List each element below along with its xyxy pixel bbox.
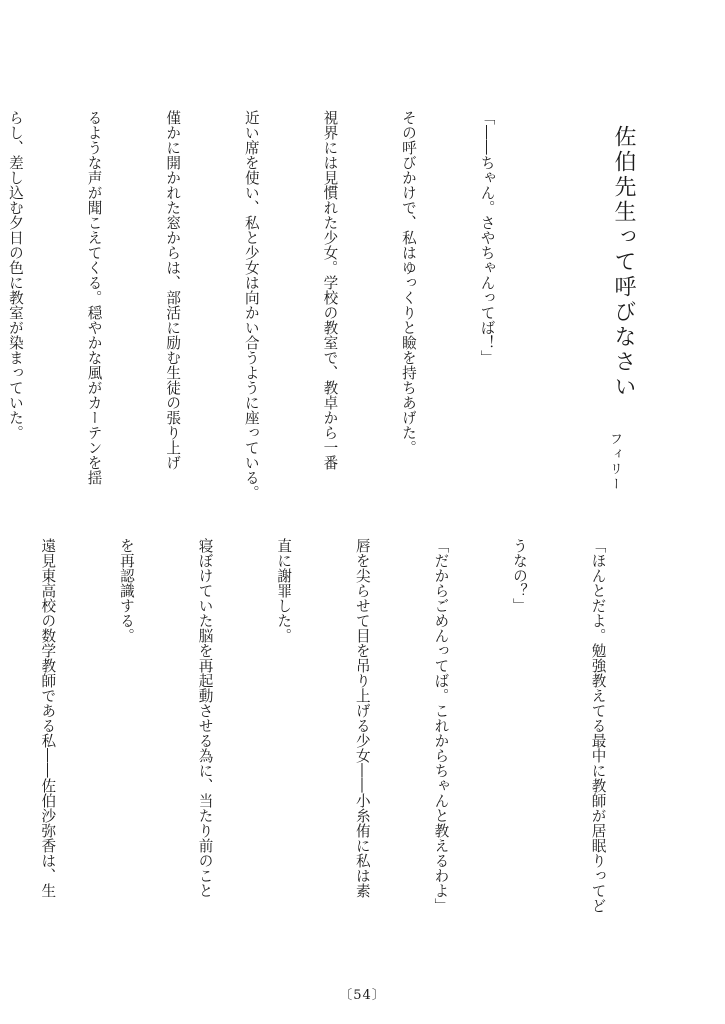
text-line: 「ほんとだよ。勉強教えてる最中に教師が居眠りってど <box>589 538 607 913</box>
text-line: 寝ぼけていた脳を再起動させる為に、当たり前のこと <box>196 538 214 898</box>
top-text-block <box>6 110 552 500</box>
text-line: を再認識する。 <box>117 538 135 643</box>
story-title: 佐伯先生って呼びなさい <box>611 125 636 400</box>
bottom-text-block <box>39 538 663 928</box>
page-number: 〔54〕 <box>339 988 386 1003</box>
text-line: 近い席を使い、私と少女は向かい合うように座っている。 <box>242 110 260 500</box>
text-line: 視界には見慣れた少女。学校の教室で、教卓から一番 <box>321 110 339 470</box>
text-line: 遠見東高校の数学教師である私――佐伯沙弥香は、生 <box>39 538 57 898</box>
text-line: 直に謝罪した。 <box>275 538 293 643</box>
author-name: フィリー <box>607 432 622 492</box>
text-line: 僅かに開かれた窓からは、部活に励む生徒の張り上げ <box>164 110 182 470</box>
text-line: 「だからごめんってば。これからちゃんと教えるわよ」 <box>432 538 450 913</box>
text-line: その呼びかけで、私はゆっくりと瞼を持ちあげた。 <box>399 110 417 455</box>
text-line: 唇を尖らせて目を吊り上げる少女――小糸侑に私は素 <box>353 538 371 898</box>
text-line: らし、差し込む夕日の色に教室が染まっていた。 <box>6 110 24 440</box>
text-line: 「――ちゃん。さやちゃんってば！」 <box>478 110 496 365</box>
text-line: うなの？」 <box>510 538 528 613</box>
text-line: るような声が聞こえてくる。穏やかな風がカーテンを揺 <box>85 110 103 485</box>
